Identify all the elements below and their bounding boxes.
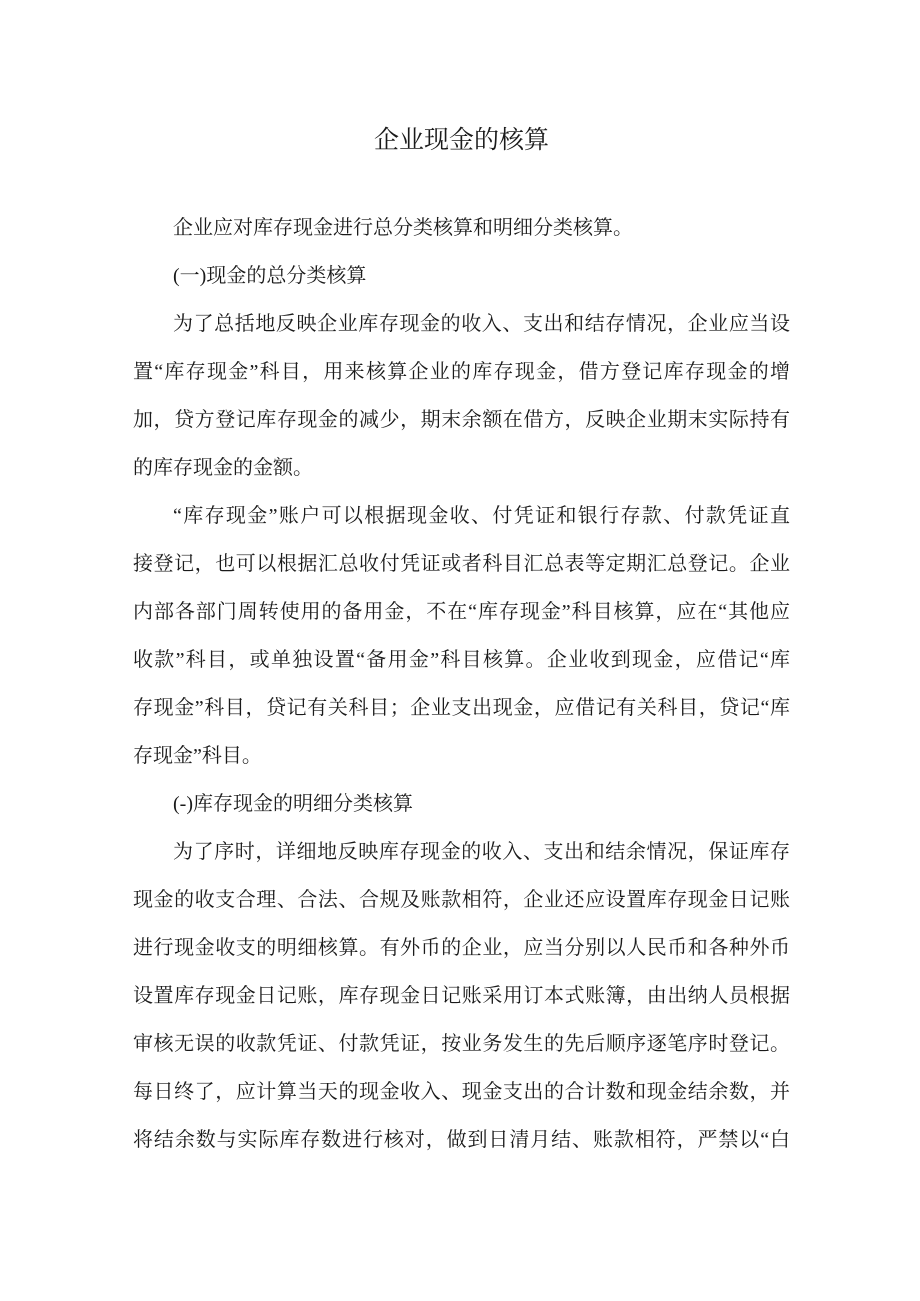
doc-line: “库存现金”账户可以根据现金收、付凭证和银行存款、付款凭证直 [173, 505, 790, 527]
doc-line: 的库存现金的金额。 [133, 457, 313, 479]
section-1-heading: (一)现金的总分类核算 [173, 265, 367, 287]
doc-line: 将结余数与实际库存数进行核对，做到日清月结、账款相符，严禁以“白 [133, 1129, 790, 1151]
doc-line: 置“库存现金”科目，用来核算企业的库存现金，借方登记库存现金的增 [133, 361, 790, 383]
section-1-paragraph-1 [133, 300, 790, 492]
doc-line: 审核无误的收款凭证、付款凭证，按业务发生的先后顺序逐笔序时登记。 [133, 1033, 790, 1055]
doc-line: 为了序时，详细地反映库存现金的收入、支出和结余情况，保证库存 [173, 841, 790, 863]
section-2-heading: (-)库存现金的明细分类核算 [173, 793, 413, 815]
intro-paragraph-line: 企业应对库存现金进行总分类核算和明细分类核算。 [173, 217, 633, 239]
doc-line: 内部各部门周转使用的备用金，不在“库存现金”科目核算，应在“其他应 [133, 601, 790, 623]
section-2-paragraph-1 [133, 828, 790, 1164]
doc-line: 为了总括地反映企业库存现金的收入、支出和结存情况，企业应当设 [173, 313, 790, 335]
doc-line: 设置库存现金日记账，库存现金日记账采用订本式账簿，由出纳人员根据 [133, 985, 790, 1007]
doc-line: 加，贷方登记库存现金的减少，期末余额在借方，反映企业期末实际持有 [133, 409, 790, 431]
doc-line: 现金的收支合理、合法、合规及账款相符，企业还应设置库存现金日记账 [133, 889, 790, 911]
doc-line: 每日终了，应计算当天的现金收入、现金支出的合计数和现金结余数，并 [133, 1081, 790, 1103]
section-1-paragraph-2 [133, 492, 790, 780]
doc-line: 收款”科目，或单独设置“备用金”科目核算。企业收到现金，应借记“库 [133, 649, 790, 671]
doc-line: 进行现金收支的明细核算。有外币的企业，应当分别以人民币和各种外币 [133, 937, 790, 959]
doc-line: 存现金”科目。 [133, 745, 262, 767]
doc-line: 接登记，也可以根据汇总收付凭证或者科目汇总表等定期汇总登记。企业 [133, 553, 790, 575]
page-title: 企业现金的核算 [373, 127, 549, 154]
doc-line: 存现金”科目，贷记有关科目；企业支出现金，应借记有关科目，贷记“库 [133, 697, 790, 719]
